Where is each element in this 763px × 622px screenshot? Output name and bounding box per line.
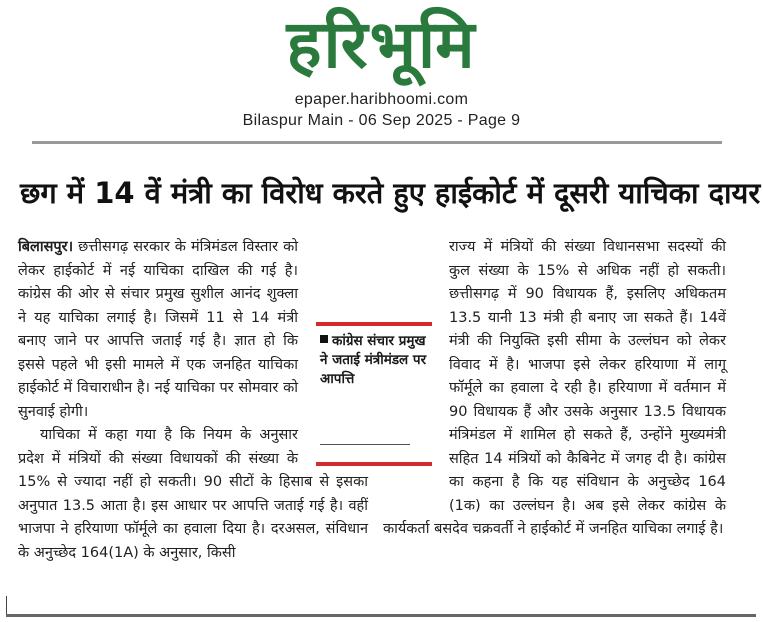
article-paragraph-2: याचिका में कहा गया है कि नियम के अनुसार प्रदेश में मंत्रियों की संख्या विधायकों की संख्या के 15% से ज्यादा नहीं हो सकती। 90 सीटों के हिसाब से इसका अनुपात 13.5 आता है। इस आधार पर आपत्ति जताई गई है। वहीं भाजपा ने हरियाणा फॉर्मूले का हवाला दिया है। दरअसल, संविधान के अनुच्छेद 164(1A) के अनुसार, किसी xyxy=(18,427,368,561)
paragraph-text: छत्तीसगढ़ सरकार के मंत्रिमंडल विस्तार को लेकर हाईकोर्ट में नई याचिका दाखिल की गई है। कांग्रेस की ओर से संचार प्रमुख सुशील आनंद शुक्ला ने यह याचिका लगाई है। जिसमें 11 से 14 मंत्री बनाए जाने पर आपत्ति जताई गई है। ज्ञात हो कि इससे पहले भी इसी मामले में एक जनहित याचिका हाईकोर्ट में विचाराधीन है। नई याचिका पर सोमवार को सुनवाई होगी। xyxy=(18,239,298,420)
pullquote-bottom-bar xyxy=(316,462,432,466)
page-edge-tick xyxy=(6,596,7,614)
epaper-url[interactable]: epaper.haribhoomi.com xyxy=(294,91,469,108)
masthead xyxy=(0,0,763,140)
masthead-divider xyxy=(32,141,722,144)
dateline: बिलासपुर। xyxy=(18,239,74,255)
newspaper-logo: हरिभूमि xyxy=(286,6,477,83)
square-bullet-icon xyxy=(320,335,328,343)
article-paragraph-3: राज्य में मंत्रियों की संख्या विधानसभा सदस्यों की कुल संख्या के 15% से अधिक नहीं हो सकती। छत्तीसगढ़ में 90 विधायक हैं, इसलिए अधिकतम 13.5 यानी 13 मंत्री ही बनाए जा सकते हैं। 14वें मंत्री की नियुक्ति इसी सीमा के उल्लंघन को लेकर विवाद में है। भाजपा इसे लेकर हरियाणा में लागू फॉर्मूले का हवाला दे रही है। हरियाणा में वर्तमान में 90 विधायक हैं और उसके अनुसार 13.5 विधायक मंत्रिमंडल में शामिल हो सकते हैं, उन्होंने मुख्यमंत्री सहित 14 मंत्रियों को कैबिनेट में जगह दी है। कांग्रेस का कहना है कि यह संविधान के अनुच्छेद 164 (1क) का उल्लंघन है। अब इसे लेकर कांग्रेस के कार्यकर्ता बसदेव चक्रवर्ती ने हाईकोर्ट में जनहित याचिका लगाई है। xyxy=(383,239,726,537)
pullquote-top-bar xyxy=(316,322,432,326)
pullquote-underline xyxy=(320,444,410,445)
article-column-right xyxy=(383,236,726,542)
edition-info: Bilaspur Main - 06 Sep 2025 - Page 9 xyxy=(242,112,521,129)
pullquote xyxy=(320,332,430,389)
pullquote-box xyxy=(316,312,432,464)
article-headline: छग में 14 वें मंत्री का विरोध करते हुए हाईकोर्ट में दूसरी याचिका दायर xyxy=(20,176,761,210)
pullquote-text: कांग्रेस संचार प्रमुख ने जताई मंत्रीमंडल पर आपत्ति xyxy=(320,333,427,387)
footer-divider xyxy=(6,614,756,617)
